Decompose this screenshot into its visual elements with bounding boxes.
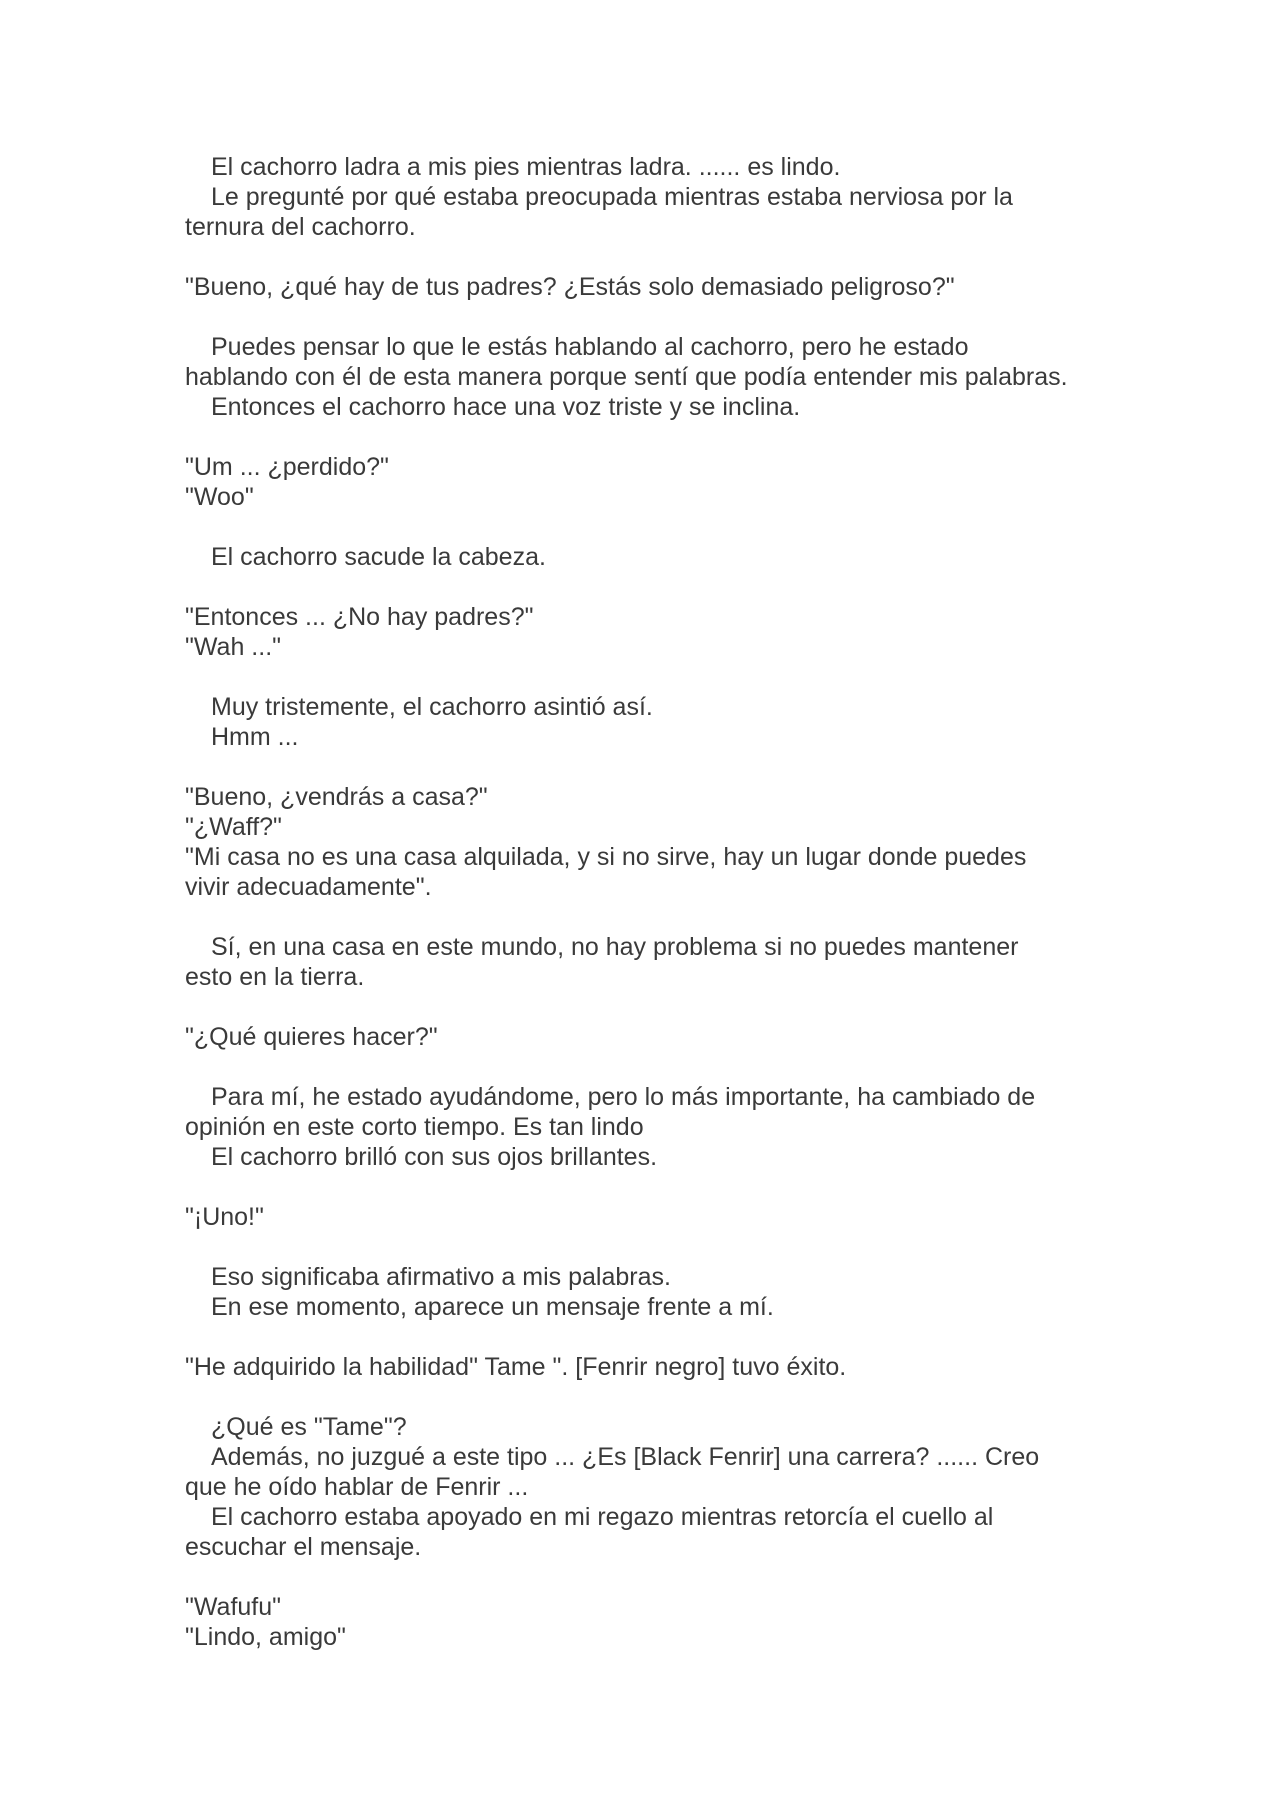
blank-line — [185, 242, 1135, 272]
paragraph-line: que he oído hablar de Fenrir ... — [185, 1473, 529, 1501]
dialogue-line: "Bueno, ¿qué hay de tus padres? ¿Estás solo demasiado peligroso?" — [185, 273, 955, 301]
dialogue-line: "He adquirido la habilidad" Tame ". [Fenrir negro] tuvo éxito. — [185, 1353, 847, 1381]
blank-line — [185, 302, 1135, 332]
dialogue-line: "¿Waff?" — [185, 813, 282, 841]
blank-line — [185, 422, 1135, 452]
paragraph-line: El cachorro sacude la cabeza. — [211, 543, 546, 571]
dialogue-line: "Mi casa no es una casa alquilada, y si no sirve, hay un lugar donde puedes — [185, 843, 1027, 871]
dialogue-line: "Bueno, ¿vendrás a casa?" — [185, 783, 488, 811]
paragraph-line: ternura del cachorro. — [185, 213, 416, 241]
dialogue-line: "¡Uno!" — [185, 1203, 264, 1231]
paragraph-line: Puedes pensar lo que le estás hablando al cachorro, pero he estado — [211, 333, 969, 361]
blank-line — [185, 1232, 1135, 1262]
blank-line — [185, 992, 1135, 1022]
blank-line — [185, 1052, 1135, 1082]
dialogue-line: "Wafufu" — [185, 1593, 282, 1621]
dialogue-line: "Woo" — [185, 483, 254, 511]
blank-line — [185, 572, 1135, 602]
paragraph-line: escuchar el mensaje. — [185, 1533, 422, 1561]
paragraph-line: Hmm ... — [211, 723, 299, 751]
paragraph-line: El cachorro brilló con sus ojos brillantes. — [211, 1143, 658, 1171]
blank-line — [185, 902, 1135, 932]
paragraph-line: esto en la tierra. — [185, 963, 365, 991]
paragraph-line: Para mí, he estado ayudándome, pero lo más importante, ha cambiado de — [211, 1083, 1036, 1111]
dialogue-line: "Um ... ¿perdido?" — [185, 453, 389, 481]
blank-line — [185, 512, 1135, 542]
paragraph-line: opinión en este corto tiempo. Es tan lindo — [185, 1113, 644, 1141]
blank-line — [185, 662, 1135, 692]
blank-line — [185, 752, 1135, 782]
paragraph-line: Además, no juzgué a este tipo ... ¿Es [Black Fenrir] una carrera? ...... Creo — [211, 1443, 1040, 1471]
blank-line — [185, 1322, 1135, 1352]
dialogue-line: "Entonces ... ¿No hay padres?" — [185, 603, 534, 631]
blank-line — [185, 1382, 1135, 1412]
dialogue-line: "Lindo, amigo" — [185, 1623, 346, 1651]
paragraph-line: Entonces el cachorro hace una voz triste y se inclina. — [211, 393, 801, 421]
paragraph-line: Sí, en una casa en este mundo, no hay problema si no puedes mantener — [211, 933, 1019, 961]
document-page — [185, 152, 1135, 1652]
dialogue-line: "Wah ..." — [185, 633, 282, 661]
paragraph-line: Muy tristemente, el cachorro asintió así. — [211, 693, 653, 721]
paragraph-line: hablando con él de esta manera porque sentí que podía entender mis palabras. — [185, 363, 1068, 391]
dialogue-line: "¿Qué quieres hacer?" — [185, 1023, 438, 1051]
paragraph-line: El cachorro ladra a mis pies mientras ladra. ...... es lindo. — [211, 153, 841, 181]
dialogue-line: vivir adecuadamente". — [185, 873, 432, 901]
paragraph-line: ¿Qué es "Tame"? — [211, 1413, 407, 1441]
paragraph-line: El cachorro estaba apoyado en mi regazo mientras retorcía el cuello al — [211, 1503, 994, 1531]
blank-line — [185, 1172, 1135, 1202]
blank-line — [185, 1562, 1135, 1592]
paragraph-line: Le pregunté por qué estaba preocupada mientras estaba nerviosa por la — [211, 183, 1013, 211]
paragraph-line: En ese momento, aparece un mensaje frente a mí. — [211, 1293, 774, 1321]
paragraph-line: Eso significaba afirmativo a mis palabras. — [211, 1263, 671, 1291]
